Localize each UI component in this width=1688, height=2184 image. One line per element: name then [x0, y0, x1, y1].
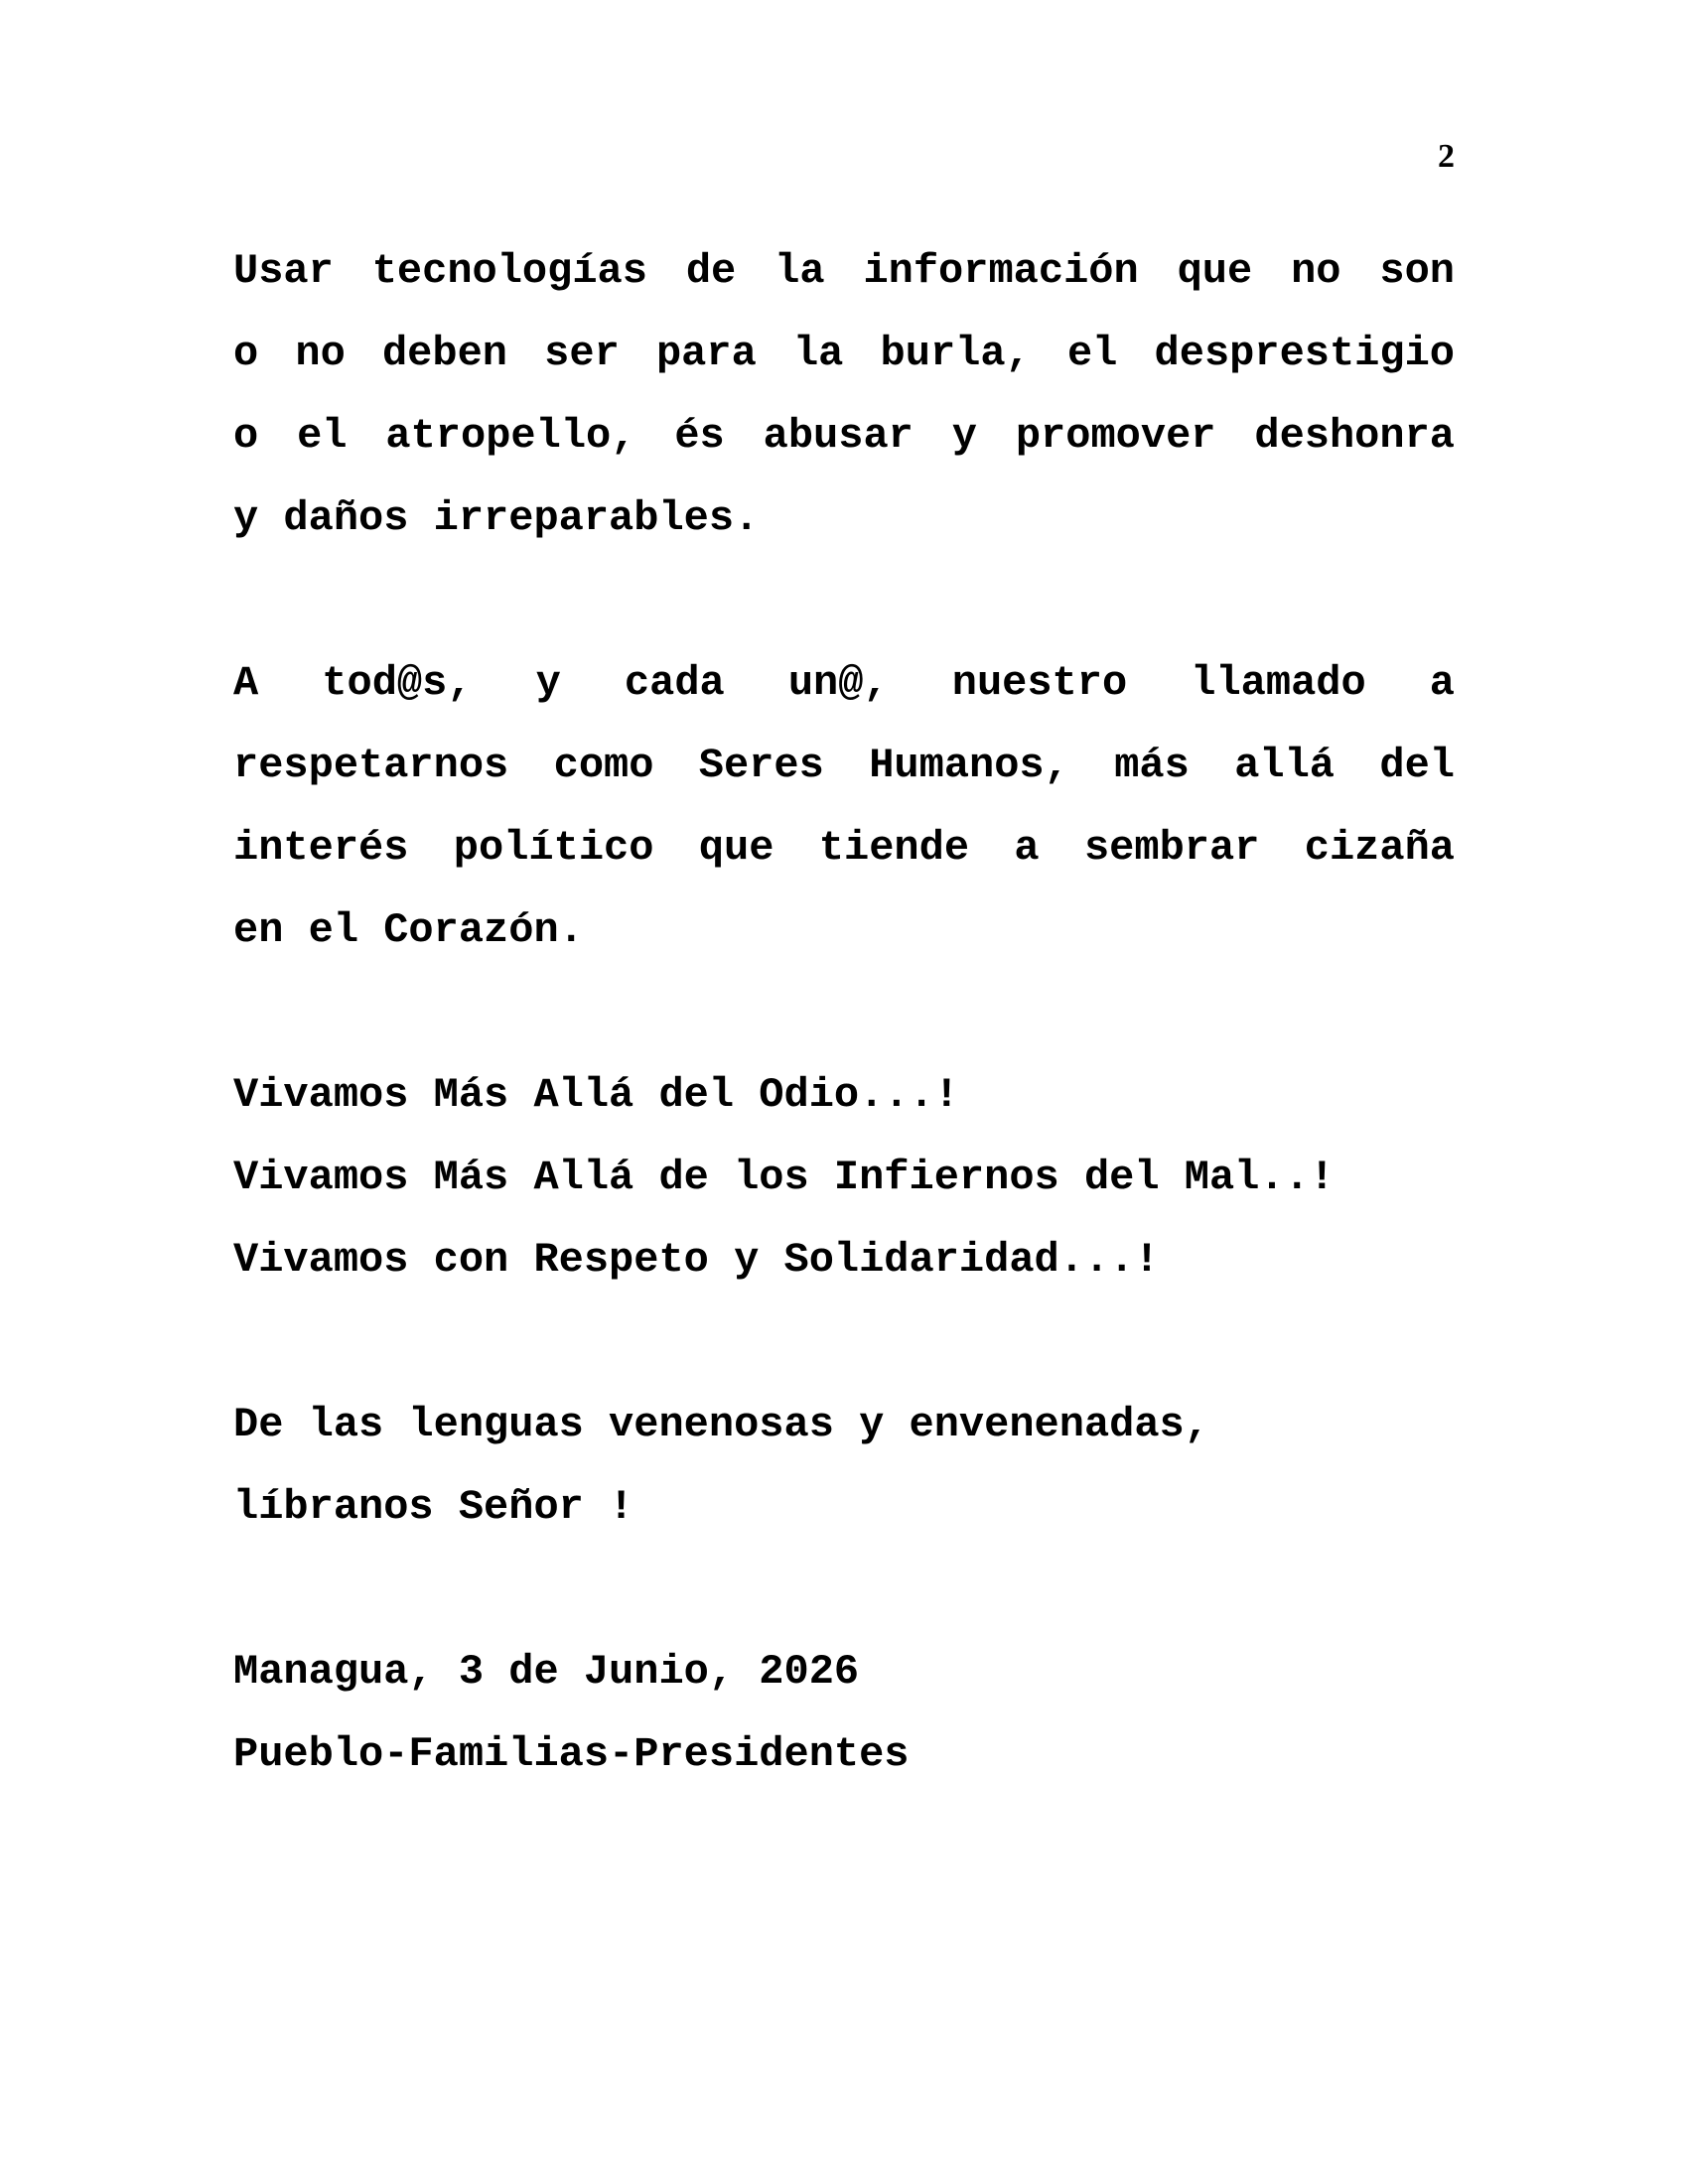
text-line: A tod@s, y cada un@, nuestro llamado a [233, 659, 1455, 707]
signatory: Pueblo-Familias-Presidentes [233, 1730, 910, 1778]
text-line: interés político que tiende a sembrar cizaña [233, 824, 1455, 872]
text-line: Usar tecnologías de la información que no son [233, 247, 1455, 295]
text-line: y daños irreparables. [233, 494, 760, 542]
text-line: o el atropello, és abusar y promover deshonra [233, 412, 1455, 460]
text-line: Vivamos Más Allá del Odio...! [233, 1071, 959, 1119]
page-number: 2 [1438, 138, 1455, 175]
paragraph-prayer [233, 1384, 1455, 1549]
paragraph-call-to-respect [233, 642, 1455, 972]
text-line: en el Corazón. [233, 906, 584, 954]
text-line: líbranos Señor ! [233, 1483, 634, 1531]
signature-block [233, 1631, 1455, 1796]
text-line: Vivamos Más Allá de los Infiernos del Mal..! [233, 1154, 1335, 1201]
text-line: De las lenguas venenosas y envenenadas, [233, 1401, 1209, 1448]
document-body [233, 230, 1455, 1878]
text-line: Vivamos con Respeto y Solidaridad...! [233, 1236, 1160, 1284]
paragraph-vivamos [233, 1054, 1455, 1301]
text-line: o no deben ser para la burla, el desprestigio [233, 330, 1455, 377]
paragraph-technology-abuse [233, 230, 1455, 560]
text-line: respetarnos como Seres Humanos, más allá del [233, 742, 1455, 789]
place-date: Managua, 3 de Junio, 2026 [233, 1648, 860, 1696]
